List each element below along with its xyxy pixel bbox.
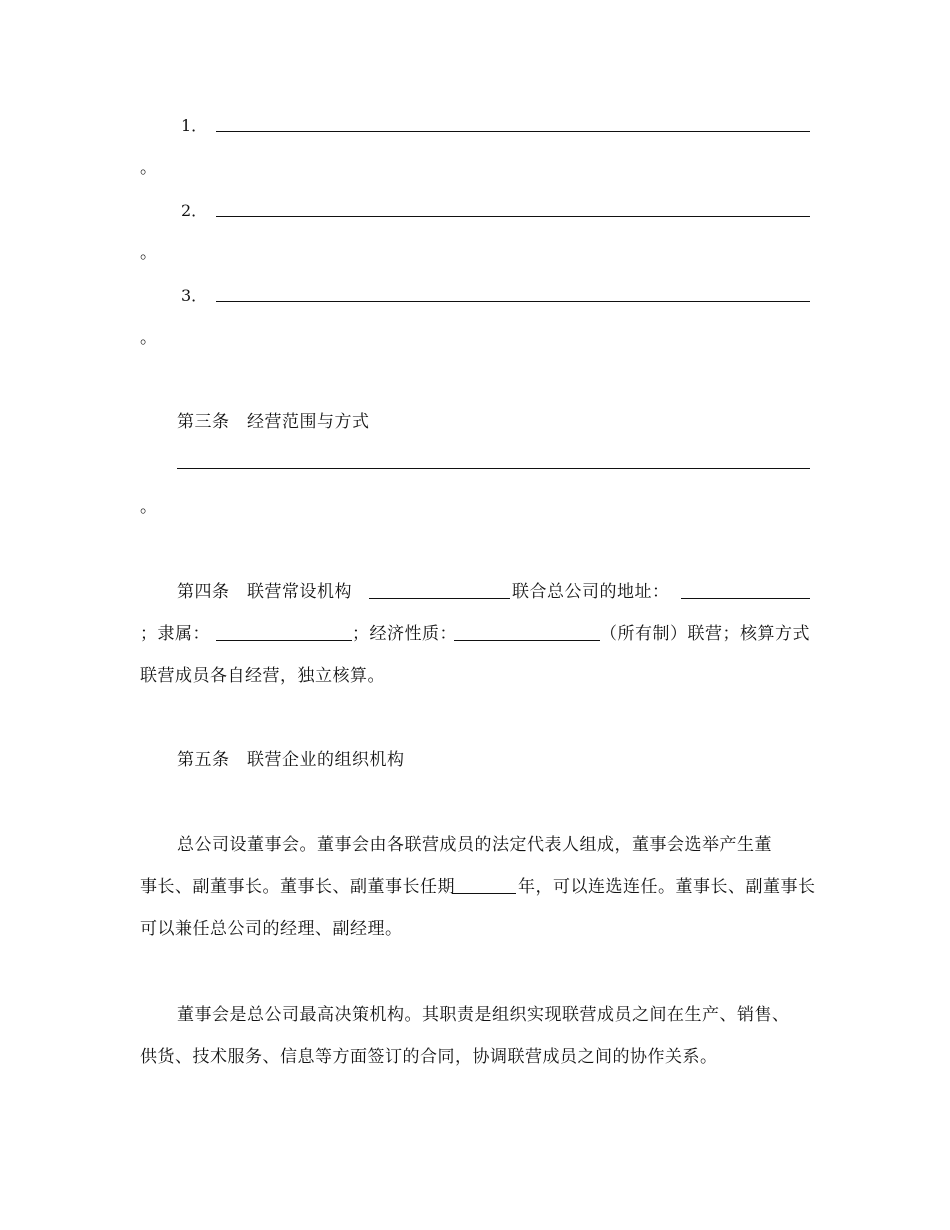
article-3-blank: [177, 468, 810, 469]
article-5-para2-line1: 董事会是总公司最高决策机构。其职责是组织实现联营成员之间在生产、销售、: [177, 1005, 790, 1025]
article-5-para1-line1: 总公司设董事会。董事会由各联营成员的法定代表人组成，董事会选举产生董: [177, 835, 772, 855]
article-4-address-blank: [681, 598, 810, 599]
item-3-end: 。: [140, 328, 157, 348]
article-5-para1-line2b: 年，可以连选连任。董事长、副董事长: [518, 877, 816, 897]
article-4-affiliation-blank: [216, 640, 352, 641]
article-5-heading: 第五条 联营企业的组织机构: [177, 750, 405, 770]
article-4-affiliation-label: ；隶属：: [140, 624, 210, 644]
article-4-nature-label: ；经济性质：: [352, 624, 457, 644]
article-4-office-blank: [369, 598, 510, 599]
article-4-nature-blank: [454, 640, 600, 641]
article-3-heading: 第三条 经营范围与方式: [177, 412, 370, 432]
item-3-number: 3．: [181, 286, 208, 305]
item-2-blank: [216, 216, 810, 217]
item-3-blank: [216, 301, 810, 302]
article-3-end: 。: [140, 497, 157, 517]
article-4-address-label: 联合总公司的地址：: [512, 582, 670, 602]
item-1-number: 1．: [181, 116, 208, 135]
article-4-ownership-text: （所有制）联营；核算方式: [600, 624, 810, 644]
article-4-heading: 第四条 联营常设机构: [177, 582, 352, 602]
article-5-para1-line2a: 事长、副董事长。董事长、副董事长任期: [140, 877, 455, 897]
item-2-end: 。: [140, 243, 157, 263]
article-4-line-3: 联营成员各自经营，独立核算。: [140, 666, 385, 686]
item-1-blank: [216, 131, 810, 132]
article-5-term-blank: [452, 893, 516, 894]
item-2-number: 2．: [181, 201, 208, 220]
item-1-end: 。: [140, 158, 157, 178]
article-5-para1-line3: 可以兼任总公司的经理、副经理。: [140, 919, 403, 939]
article-5-para2-line2: 供货、技术服务、信息等方面签订的合同，协调联营成员之间的协作关系。: [140, 1047, 718, 1067]
